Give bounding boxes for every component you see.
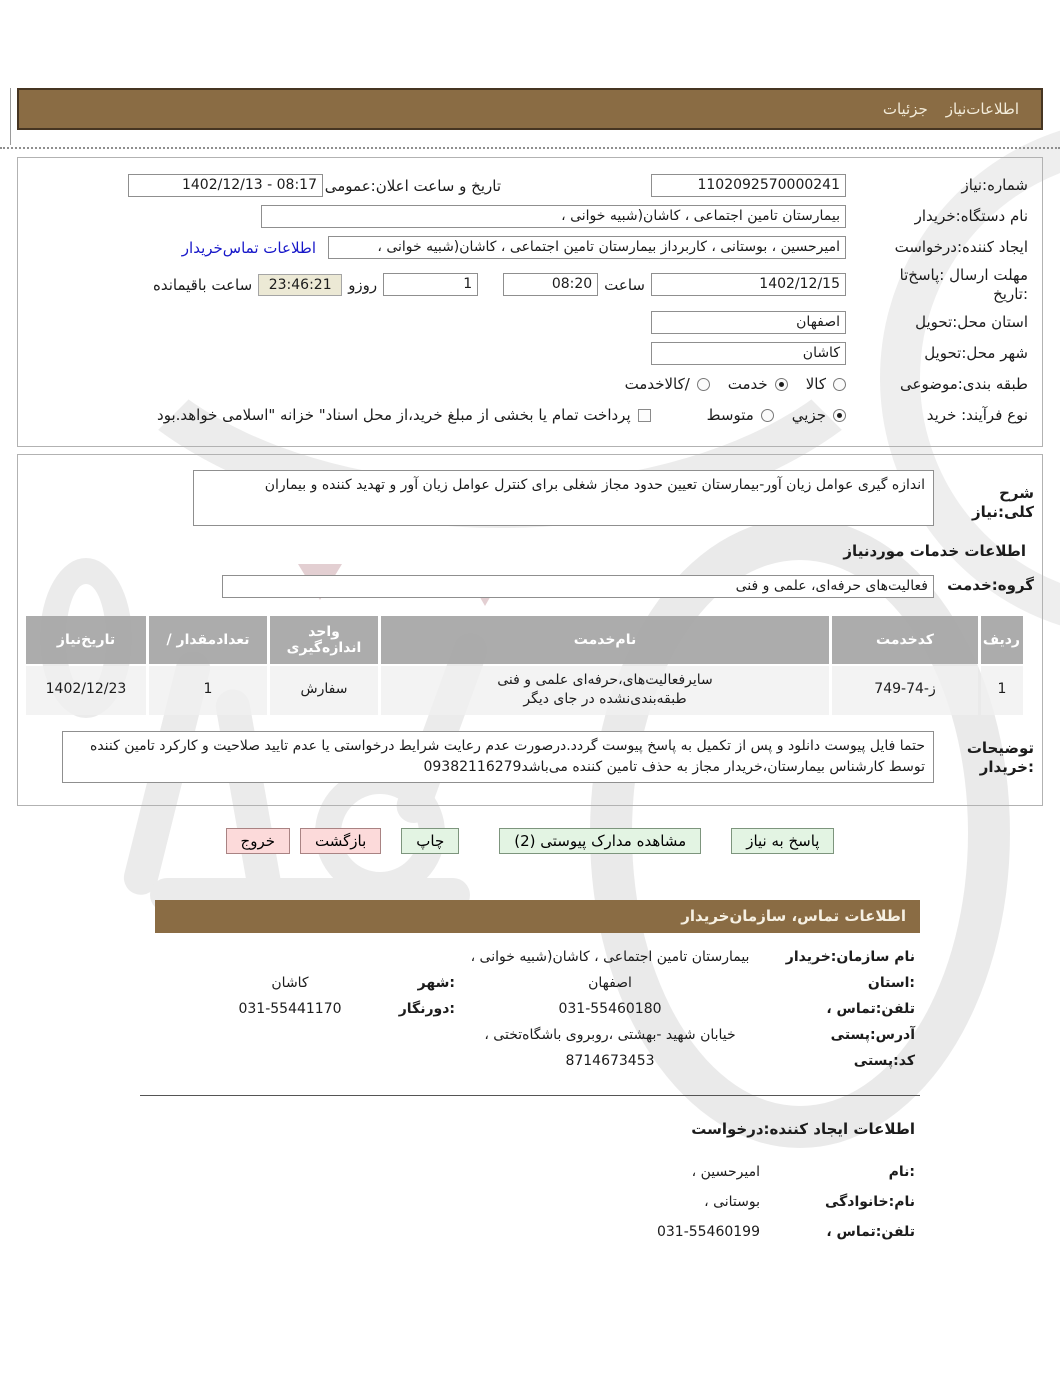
delivery-province-label: استان محل:تحویل [915,312,1028,331]
countdown-label: ساعت باقیمانده [153,275,253,294]
cell-qty: 1 [149,666,267,715]
delivery-city-input[interactable]: کاشان [651,342,846,365]
radio-selected-icon[interactable] [833,409,846,422]
service-name-line2: طبقه‌بندی‌نشده در جای دیگر [523,691,687,708]
col-header-unit: واحد اندازه‌گیری [270,616,378,664]
city-value: کاشان [271,974,309,991]
need-description-textarea[interactable]: اندازه گیری عوامل زیان آور-بیمارستان تعیین حدود مجاز شغلی برای کنترل عوامل زیان آور و تهدید کننده و بیماران [193,470,934,526]
col-header-date: تاریخ‌نیاز [26,616,146,664]
section-divider [140,1095,920,1096]
radio-icon[interactable] [761,409,774,422]
announce-datetime-input[interactable]: 08:17 - 1402/12/13 [128,174,323,197]
service-group-input[interactable]: فعالیت‌های حرفه‌ای، علمی و فنی [222,575,934,598]
radio-option-medium[interactable] [707,406,774,424]
buyer-org-input[interactable]: بیمارستان تامین اجتماعی ، کاشان(شبیه خوانی ، [261,205,846,228]
radio-option-medium-label: متوسط [706,406,754,424]
need-summary-panel [17,157,1043,447]
checkbox-icon[interactable] [638,409,651,422]
radio-option-goods-service-label: /کالاخدمت [624,375,690,393]
fax-label: :دورنگار [398,1000,455,1017]
radio-selected-icon[interactable] [775,378,788,391]
back-button[interactable]: بازگشت [300,828,381,854]
action-buttons [0,828,1060,854]
tab-bar [17,88,1043,130]
delivery-province-input[interactable]: اصفهان [651,311,846,334]
treasury-payment-checkbox-group[interactable] [157,406,651,424]
service-group-label: گروه:خدمت [947,576,1034,595]
org-name-value: بیمارستان تامین اجتماعی ، کاشان(شبیه خوانی ، [470,948,750,965]
org-name-label: نام سازمان:خریدار [785,948,915,965]
radio-option-minor[interactable] [792,406,846,424]
buyer-notes-row [26,731,1034,783]
countdown-timer: 23:46:21 [258,274,342,296]
col-header-code: کدخدمت [832,616,978,664]
first-name-value: امیرحسین ، [691,1163,760,1180]
classification-label: طبقه بندی:موضوعی [900,374,1028,393]
contact-info-grid [0,949,915,1069]
first-name-label: :نام [888,1163,915,1180]
service-group-row [26,574,1034,599]
need-number-row [26,173,1034,198]
request-creator-input[interactable]: امیرحسین ، بوستانی ، کاربرداز بیمارستان تامین اجتماعی ، کاشان(شبیه خوانی ، [328,236,846,259]
deadline-hour-input[interactable]: 08:20 [503,273,598,296]
process-type-label: نوع فرآیند: خرید [926,405,1028,424]
treasury-payment-checkbox-label: پرداخت تمام یا بخشی از مبلغ خرید،از محل اسناد" خزانه "اسلامی خواهد.بود [157,406,631,424]
request-creator-label: ایجاد کننده:درخواست [894,238,1028,257]
postal-code-value: 8714673453 [565,1052,655,1069]
process-type-row [26,403,1034,428]
deadline-row [26,266,1034,304]
radio-option-goods-service[interactable] [625,375,710,393]
buyer-notes-label [934,731,1034,778]
creator-phone-label: تلفن:تماس ، [826,1223,915,1240]
postal-code-label: کد:پستی [853,1052,915,1069]
address-value: خیابان شهید -بهشتی ،روبروی باشگاه‌تختی ، [484,1026,736,1043]
top-left-rule [10,88,11,145]
delivery-city-row [26,341,1034,366]
radio-option-goods[interactable] [806,375,846,393]
creator-info-grid [0,1164,915,1240]
service-name-line1: سایرفعالیت‌های،حرفه‌ای علمی و فنی [497,671,713,688]
deadline-label-line2: :تاریخ [993,284,1028,303]
province-value: اصفهان [588,974,632,991]
classification-row [26,372,1034,397]
delivery-province-row [26,310,1034,335]
deadline-label-line1: مهلت ارسال :پاسخ‌تا [899,266,1028,284]
cell-service-code: ز-74-749 [832,666,978,715]
cell-need-date: 1402/12/23 [26,666,146,715]
need-number-input[interactable]: 1102092570000241 [651,174,846,197]
exit-button[interactable]: خروج [226,828,290,854]
col-header-qty: تعدادمقدار / [149,616,267,664]
col-header-row: ردیف [981,616,1023,664]
view-attachments-button[interactable]: مشاهده مدارک پیوستی (2) [499,828,701,854]
creator-phone-value: 031-55460199 [656,1223,760,1240]
fax-value: 031-55441170 [238,1000,342,1017]
request-creator-row [26,235,1034,260]
tab-details[interactable]: جزئیات [882,100,928,118]
need-description-row [26,470,1034,526]
province-label: :استان [867,974,915,991]
buyer-notes-label-line1: توضیحات [966,738,1034,757]
remaining-days-input[interactable]: 1 [383,273,478,296]
cell-row-number: 1 [981,666,1023,715]
services-table [23,614,1026,717]
respond-to-need-button[interactable]: پاسخ به نیاز [731,828,834,854]
deadline-label [846,266,1034,304]
buyer-org-label: نام دستگاه:خریدار [914,207,1028,226]
radio-option-goods-label: کالا [805,375,826,393]
buyer-org-row [26,204,1034,229]
announce-datetime-label: تاریخ و ساعت اعلان:عمومی [324,176,501,195]
address-label: آدرس:پستی [830,1026,915,1043]
last-name-label: نام:خانوادگی [824,1193,915,1210]
radio-option-service[interactable] [728,375,788,393]
radio-option-service-label: خدمت [727,375,768,393]
radio-icon[interactable] [833,378,846,391]
deadline-hour-label: ساعت [604,275,645,294]
buyer-notes-label-line2: :خریدار [979,758,1034,777]
services-heading: اطلاعات خدمات موردنیاز [843,541,1026,560]
need-details-panel [17,454,1043,806]
need-number-label: شماره:نیاز [961,176,1028,195]
deadline-date-input[interactable]: 1402/12/15 [651,273,846,296]
col-header-name: نام‌خدمت [381,616,829,664]
contact-section-header: اطلاعات تماس، سازمان‌خریدار [155,900,920,933]
table-row[interactable] [26,666,1023,715]
remaining-days-label: روزو [348,275,378,294]
radio-icon[interactable] [697,378,710,391]
cell-service-name [381,666,829,715]
buyer-contact-link[interactable]: اطلاعات تماس‌خریدار [181,238,316,257]
creator-section-heading: اطلاعات ایجاد کننده:درخواست [691,1119,915,1138]
cell-unit: سفارش [270,666,378,715]
services-table-header-row [26,616,1023,664]
phone-value: 031-55460180 [558,1000,662,1017]
buyer-notes-textarea[interactable]: حتما فایل پیوست دانلود و پس از تکمیل به پاسخ پیوست گردد.درصورت عدم رعایت شرایط درخواستی یا عدم تایید صلاحیت و کارکرد تامین کننده توسط کارشناس بیمارستان،خریدار مجاز به حذف تامین کننده می‌باشد09382116279 [62,731,934,783]
dotted-separator [0,147,1060,149]
phone-label: تلفن:تماس ، [826,1000,915,1017]
city-label: :شهر [417,974,455,991]
need-description-label: شرح کلی:نیاز [971,483,1034,521]
tab-need-info[interactable]: اطلاعات‌نیاز [945,100,1019,118]
print-button[interactable]: چاپ [401,828,459,854]
last-name-value: بوستانی ، [704,1193,760,1210]
delivery-city-label: شهر محل:تحویل [924,343,1028,362]
radio-option-minor-label: جزيي [791,406,826,424]
